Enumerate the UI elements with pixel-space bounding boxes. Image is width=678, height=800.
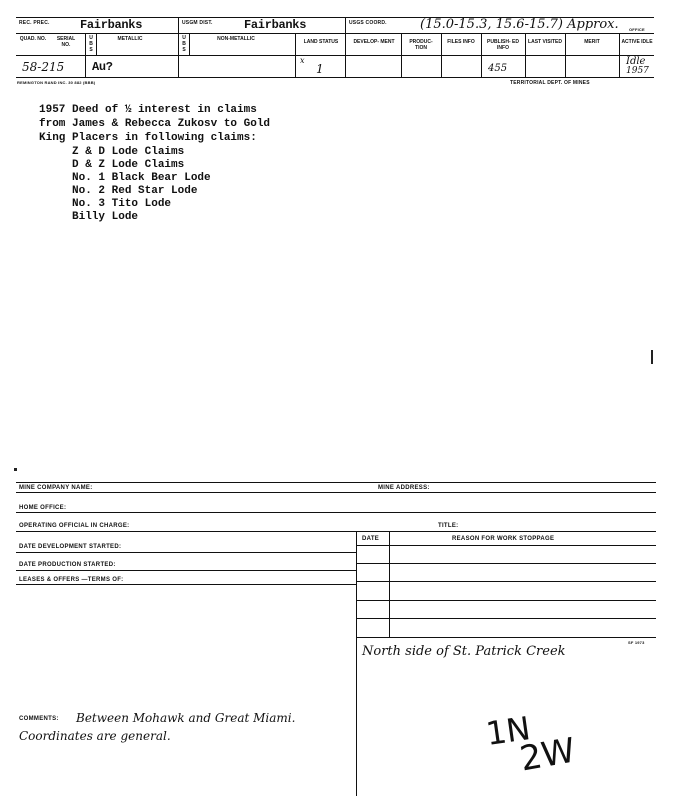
mine-company-label: MINE COMPANY NAME: (19, 485, 93, 491)
vdiv-5 (189, 33, 190, 55)
body-line: D & Z Lode Claims (39, 159, 185, 171)
vdiv-7 (401, 33, 402, 77)
stoppage-table-divider (389, 531, 390, 637)
vdiv-9 (481, 33, 482, 77)
col-serial-no: SERIAL NO. (56, 36, 76, 48)
comments-line-2: Coordinates are general. (19, 729, 171, 743)
township-note: 1N (483, 709, 533, 753)
idle-value: Idle (626, 56, 646, 67)
idle-year-value: 1957 (626, 66, 649, 76)
row-line-2 (16, 512, 656, 513)
body-line: Z & D Lode Claims (39, 146, 185, 158)
stoppage-row-5 (356, 618, 656, 619)
mine-address-label: MINE ADDRESS: (378, 485, 430, 491)
row-line-3 (16, 531, 656, 532)
body-line: King Placers in following claims: (39, 132, 257, 144)
vdiv-4 (96, 33, 97, 55)
body-line: Billy Lode (39, 211, 139, 223)
operating-official-label: OPERATING OFFICIAL IN CHARGE: (19, 523, 130, 529)
col-land-status: LAND STATUS (303, 39, 339, 45)
body-line: No. 3 Tito Lode (39, 198, 172, 210)
metallic-value: Au? (92, 60, 113, 74)
usgm-dist-value: Fairbanks (244, 18, 307, 32)
location-note: North side of St. Patrick Creek (362, 644, 566, 659)
col-files-info: FILES INFO (447, 39, 475, 45)
usgs-coord-value: (15.0-15.3, 15.6-15.7) Approx. (420, 17, 619, 32)
scan-mark (14, 468, 17, 471)
comments-label: COMMENTS: (19, 716, 59, 722)
col-development: DEVELOP- MENT (353, 39, 395, 45)
column-header-divider (16, 55, 654, 56)
territorial-label: TERRITORIAL DEPT. OF MINES (510, 80, 590, 86)
body-line: No. 1 Black Bear Lode (39, 172, 211, 184)
col-merit: MERIT (584, 39, 600, 45)
vdiv-11 (565, 33, 566, 77)
stoppage-row-3 (356, 581, 656, 582)
rec-prec-label: REC. PREC. (19, 20, 50, 26)
vdiv-8 (441, 33, 442, 77)
stoppage-row-6 (356, 637, 656, 638)
col-active-idle: ACTIVE IDLE (621, 39, 653, 45)
printer-line: REMINGTON RAND INC. 30 882 (BBB) (17, 80, 96, 85)
rec-prec-value: Fairbanks (80, 18, 143, 32)
reason-header: REASON FOR WORK STOPPAGE (452, 536, 555, 542)
usgs-coord-label: USGS COORD. (349, 20, 387, 26)
date-development-label: DATE DEVELOPMENT STARTED: (19, 544, 122, 550)
land-status-mark: x (300, 56, 305, 65)
row-line-1 (16, 492, 656, 493)
land-status-value: 1 (316, 62, 324, 76)
date-header: DATE (362, 536, 380, 542)
usgm-dist-label: USGM DIST. (182, 20, 213, 26)
stoppage-row-4 (356, 600, 656, 601)
vdiv-3 (85, 33, 86, 77)
lower-form-top (16, 482, 656, 483)
date-production-label: DATE PRODUCTION STARTED: (19, 562, 116, 568)
title-label: TITLE: (438, 523, 459, 529)
quad-serial-value: 58-215 (22, 60, 65, 74)
body-line: from James & Rebecca Zukosv to Gold (39, 118, 271, 130)
stoppage-row-2 (356, 563, 656, 564)
row-line-4 (16, 552, 356, 553)
col-nonmetallic-letters: U B S (182, 35, 186, 53)
row-line-5 (16, 570, 356, 571)
vdiv-6 (295, 33, 296, 77)
vdiv-2 (345, 17, 346, 77)
leases-label: LEASES & OFFERS —TERMS OF: (19, 577, 124, 583)
form-number: SF 1973 (628, 640, 645, 645)
vdiv-12 (619, 33, 620, 77)
header-divider (16, 33, 654, 34)
body-line: 1957 Deed of ½ interest in claims (39, 104, 257, 116)
body-line: No. 2 Red Star Lode (39, 185, 198, 197)
vdiv-1 (178, 17, 179, 77)
row-bottom-border (16, 77, 654, 78)
office-label: OFFICE (629, 27, 645, 32)
col-quad-no: QUAD. NO. (19, 36, 47, 42)
row-line-6 (16, 584, 356, 585)
col-nonmetallic: NON-METALLIC (217, 36, 255, 42)
scan-mark (651, 350, 653, 364)
vdiv-10 (525, 33, 526, 77)
published-info-value: 455 (488, 63, 508, 74)
home-office-label: HOME OFFICE: (19, 505, 67, 511)
col-production: PRODUC- TION (409, 39, 433, 51)
col-metallic: METALLIC (117, 36, 143, 42)
comments-line-1: Between Mohawk and Great Miami. (76, 711, 296, 725)
range-note: 2W (516, 730, 579, 780)
col-published-info: PUBLISH- ED INFO (487, 39, 519, 51)
col-metallic-letters: U B S (89, 35, 93, 53)
stoppage-table-left (356, 531, 357, 796)
col-last-visited: LAST VISITED (528, 39, 562, 45)
stoppage-row-1 (356, 545, 656, 546)
